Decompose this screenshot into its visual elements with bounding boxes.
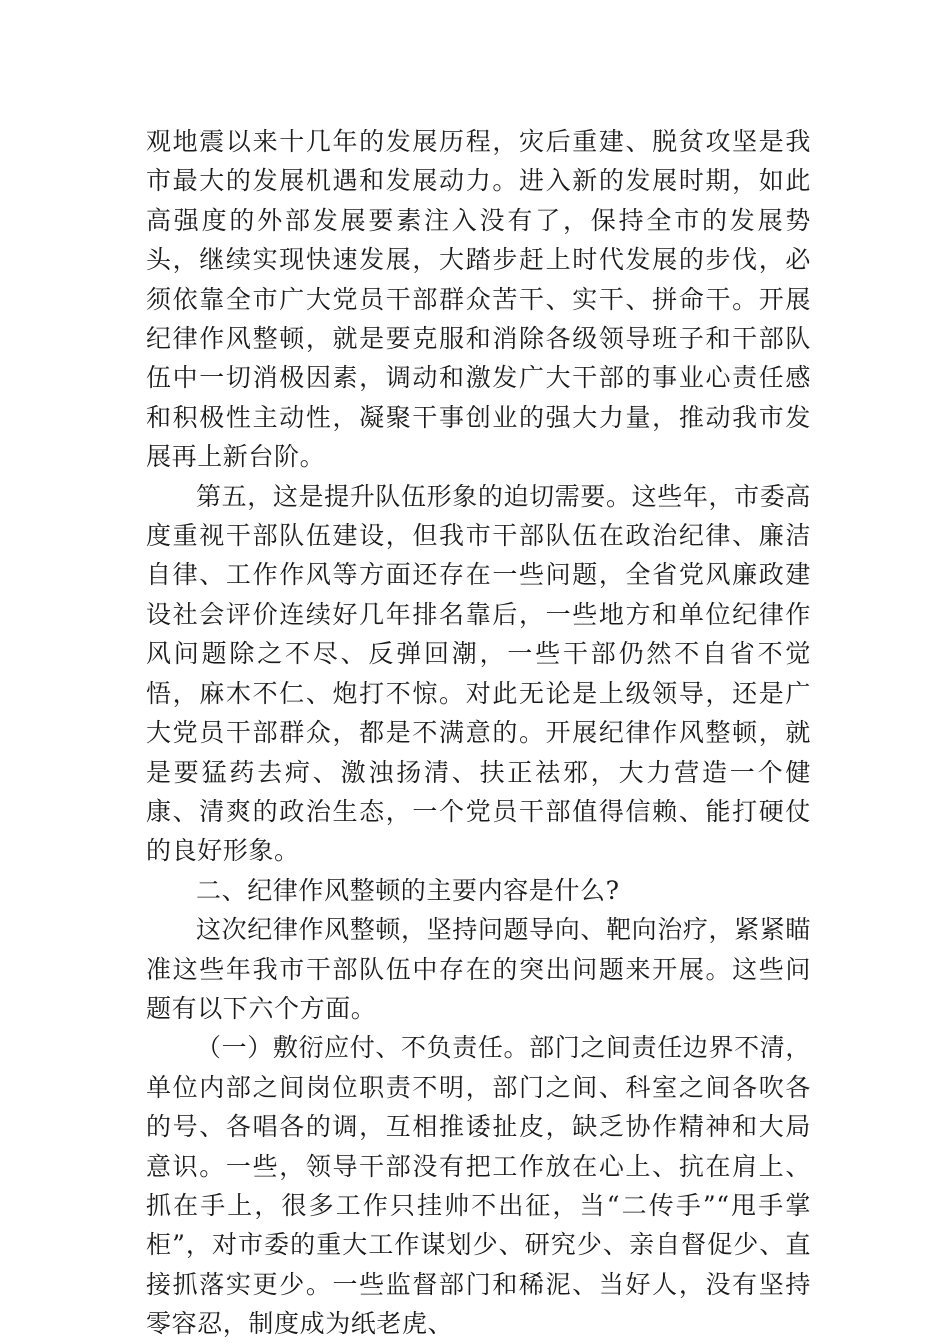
paragraph-fifth-point: 第五，这是提升队伍形象的迫切需要。这些年，市委高度重视干部队伍建设，但我市干部队伍在政治纪律、廉洁自律、工作作风等方面还存在一些问题，全省党风廉政建设社会评价连续好几年排名靠后，一些地方和单位纪律作风问题除之不尽、反弹回潮，一些干部仍然不自省不觉悟，麻木不仁、炮打不惊。对此无论是上级领导，还是广大党员干部群众，都是不满意的。开展纪律作风整顿，就是要猛药去疴、激浊扬清、扶正祛邪，大力营造一个健康、清爽的政治生态，一个党员干部值得信赖、能打硬仗的良好形象。 xyxy=(146,481,811,866)
section-heading: 二、纪律作风整顿的主要内容是什么? xyxy=(196,875,620,905)
paragraph-section-intro: 这次纪律作风整顿，坚持问题导向、靶向治疗，紧紧瞄准这些年我市干部队伍中存在的突出问题来开展。这些问题有以下六个方面。 xyxy=(146,915,811,1023)
paragraph-item-one: （一）敷衍应付、不负责任。部门之间责任边界不清，单位内部之间岗位职责不明，部门之间、科室之间各吹各的号、各唱各的调，互相推诿扯皮，缺乏协作精神和大局意识。一些，领导干部没有把工作放在心上、抗在肩上、抓在手上，很多工作只挂帅不出征，当“二传手”“甩手掌柜”，对市委的重大工作谋划少、研究少、亲自督促少、直接抓落实更少。一些监督部门和稀泥、当好人，没有坚持零容忍，制度成为纸老虎、 xyxy=(146,1033,811,1339)
document-body xyxy=(146,122,811,1344)
paragraph-continuation: 观地震以来十几年的发展历程，灾后重建、脱贫攻坚是我市最大的发展机遇和发展动力。进入新的发展时期，如此高强度的外部发展要素注入没有了，保持全市的发展势头，继续实现快速发展，大踏步赶上时代发展的步伐，必须依靠全市广大党员干部群众苦干、实干、拼命干。开展纪律作风整顿，就是要克服和消除各级领导班子和干部队伍中一切消极因素，调动和激发广大干部的事业心责任感和积极性主动性，凝聚干事创业的强大力量，推动我市发展再上新台阶。 xyxy=(146,127,811,472)
